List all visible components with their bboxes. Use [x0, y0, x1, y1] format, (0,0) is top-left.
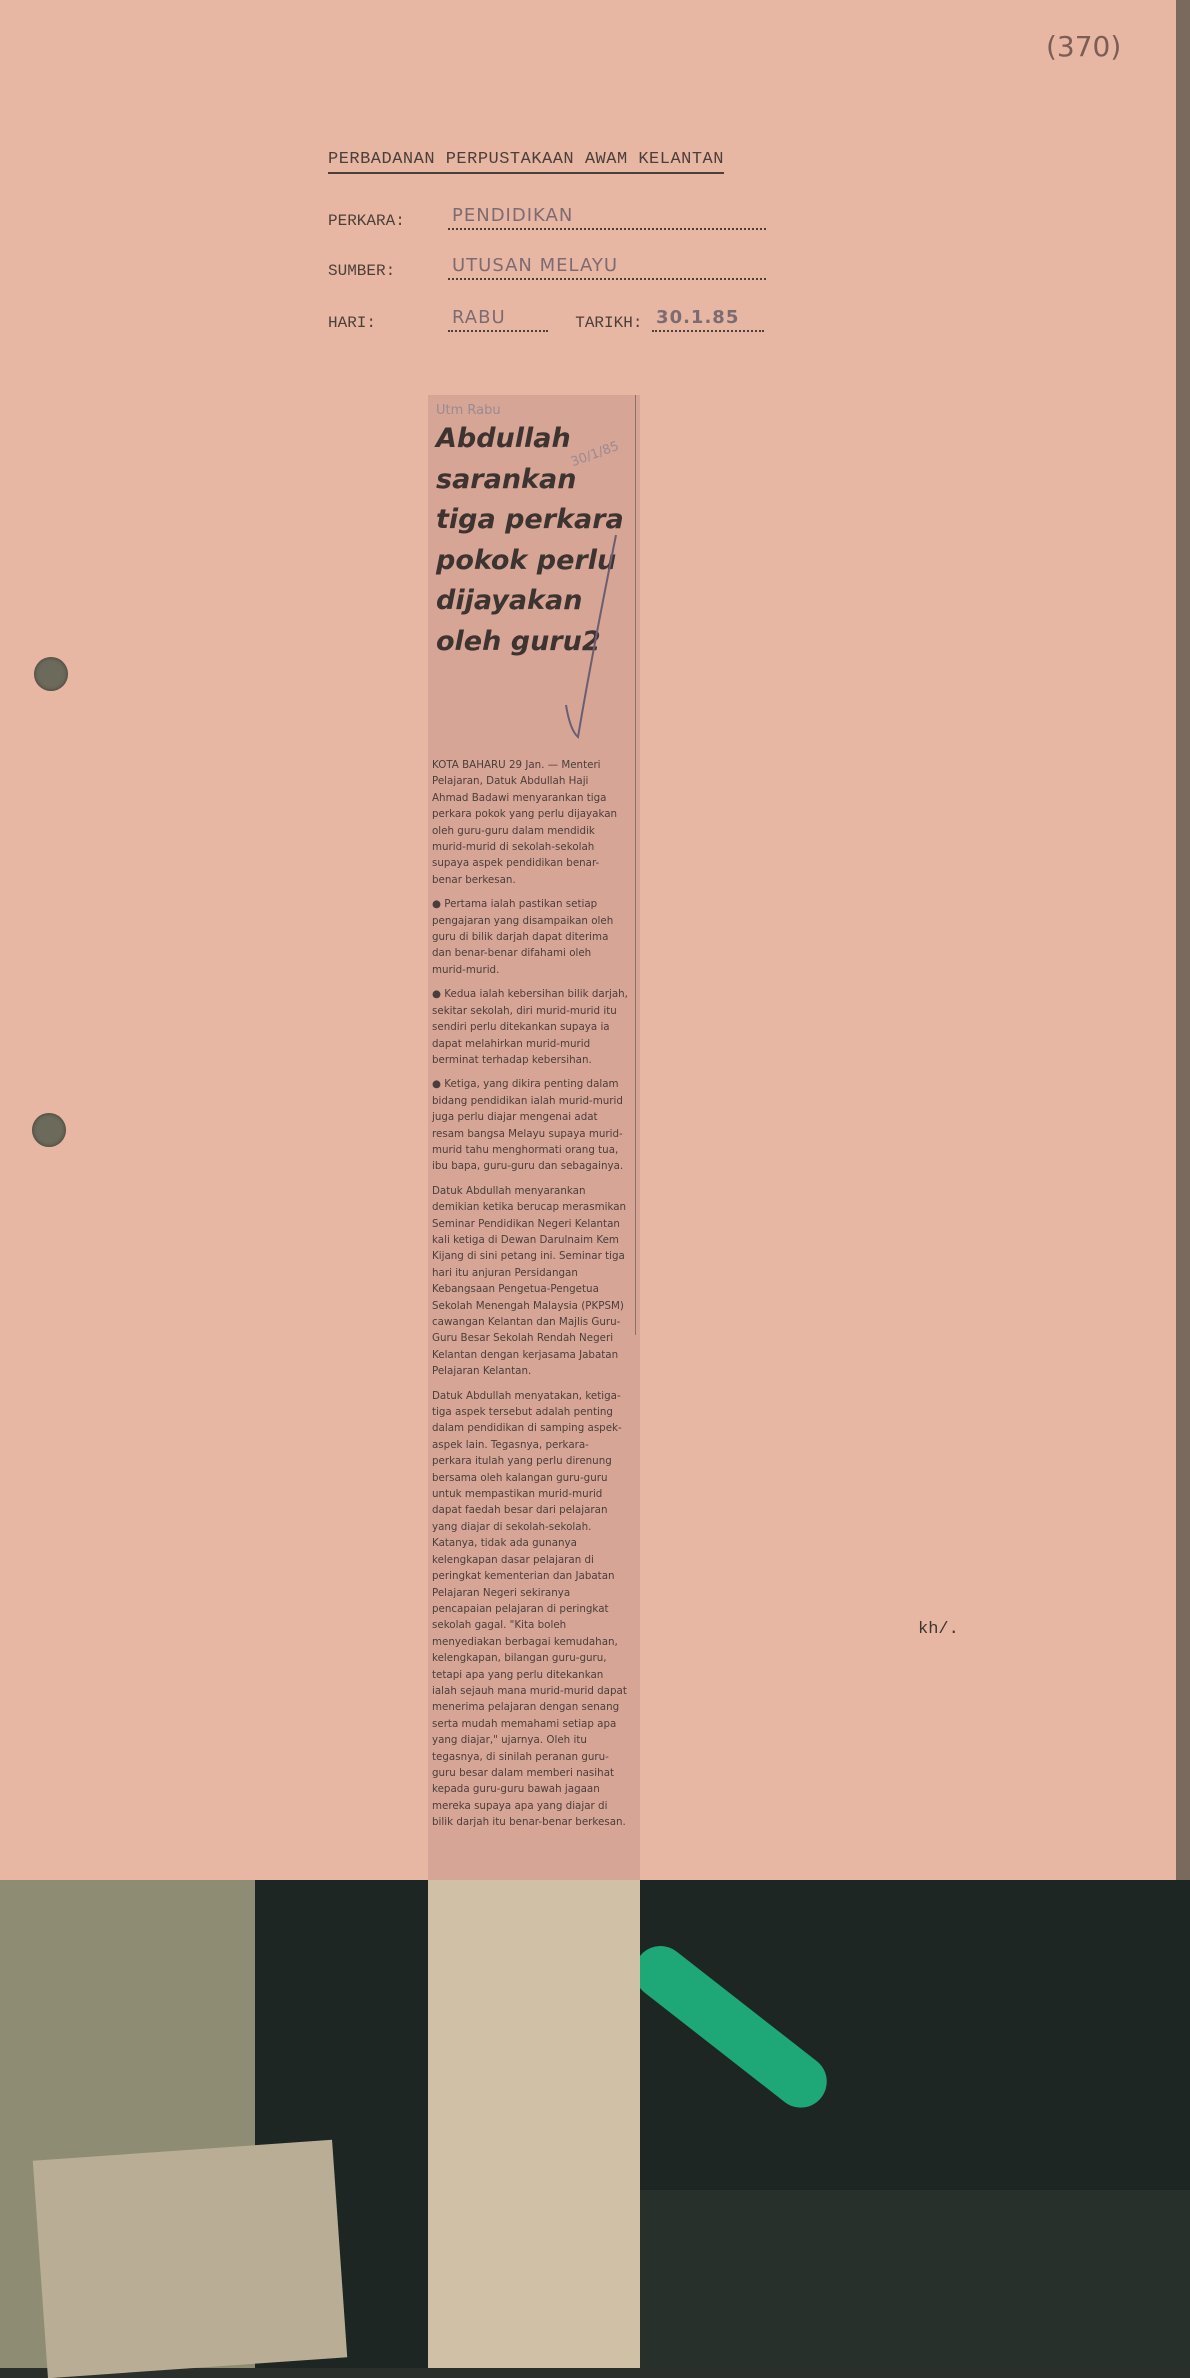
tarikh-value: 30.1.85: [656, 307, 740, 328]
pencil-note: Utm Rabu: [436, 403, 501, 418]
hari-label: HARI:: [328, 314, 377, 332]
headline: Abdullah sarankan tiga perkara pokok perlu dijayakan oleh guru2: [436, 423, 624, 657]
newspaper-clipping: [428, 395, 640, 2368]
article-paragraph: ● Kedua ialah kebersihan bilik darjah, sekitar sekolah, diri murid-murid itu sendiri perlu ditekankan supaya ia dapat melahirkan murid-murid berminat terhadap kebersihan.: [432, 986, 628, 1068]
clipping-lower-part: [428, 1880, 640, 2368]
punch-hole-icon: [34, 657, 68, 691]
article-paragraph: ● Pertama ialah pastikan setiap pengajaran yang disampaikan oleh guru di bilik darjah dapat diterima dan benar-benar difahami oleh murid-murid.: [432, 896, 628, 978]
perkara-label: PERKARA:: [328, 212, 405, 230]
punch-hole-icon: [32, 1113, 66, 1147]
backdrop-paper-scrap: [33, 2140, 347, 2378]
article-paragraph: KOTA BAHARU 29 Jan. — Menteri Pelajaran, Datuk Abdullah Haji Ahmad Badawi menyarankan tiga perkara pokok yang perlu dijayakan oleh guru-guru dalam mendidik murid-murid di sekolah-sekolah supaya aspek pendidikan benar-benar berkesan.: [432, 759, 618, 886]
article-body: [432, 757, 628, 1839]
sumber-label: SUMBER:: [328, 262, 396, 280]
hari-value: RABU: [452, 307, 506, 328]
form-title: PERBADANAN PERPUSTAKAAN AWAM KELANTAN: [328, 150, 724, 174]
page-number: (370): [1046, 30, 1122, 63]
article-paragraph: ● Ketiga, yang dikira penting dalam bidang pendidikan ialah murid-murid juga perlu diajar mengenai adat resam bangsa Melayu supaya murid-murid tahu menghormati orang tua, ibu bapa, guru-guru dan sebagainya.: [432, 1076, 628, 1174]
hari-row: [328, 307, 764, 332]
catalogue-form: [328, 150, 778, 332]
backdrop-dark-2: [640, 2190, 1190, 2368]
pencil-note-date: 30/1/85: [568, 438, 622, 471]
article-paragraph: Datuk Abdullah menyarankan demikian ketika berucap merasmikan Seminar Pendidikan Negeri Kelantan kali ketiga di Dewan Darulnaim Kem Kijang di sini petang ini. Seminar tiga hari itu anjuran Persidangan Kebangsaan Pengetua-Pengetua Sekolah Menengah Malaysia (PKPSM) cawangan Kelantan dan Majlis Guru-Guru Besar Sekolah Rendah Negeri Kelantan dengan kerjasama Jabatan Pelajaran Kelantan.: [432, 1184, 627, 1378]
initials: kh/.: [918, 1620, 959, 1639]
article-paragraph: Datuk Abdullah menyatakan, ketiga-tiga aspek tersebut adalah penting dalam pendidikan di samping aspek-aspek lain. Tegasnya, perkara-perkara itulah yang perlu direnung bersama oleh kalangan guru-guru untuk mempastikan murid-murid dapat faedah besar dari pelajaran yang diajar di sekolah-sekolah. Katanya, tidak ada gunanya kelengkapan dasar pelajaran di peringkat kementerian dan Jabatan Pelajaran Negeri sekiranya pencapaian pelajaran di peringkat sekolah gagal. "Kita boleh menyediakan berbagai kemudahan, kelengkapan, bilangan guru-guru, tetapi apa yang perlu ditekankan ialah sejauh mana murid-murid dapat menerima pelajaran dengan senang serta mudah memahami setiap apa yang diajar," ujarnya. Oleh itu tegasnya, di sinilah peranan guru-guru besar dalam memberi nasihat kepada guru-guru bawah jagaan mereka supaya apa yang diajar di bilik darjah itu benar-benar berkesan.: [432, 1389, 627, 1829]
tarikh-label: TARIKH:: [575, 314, 643, 332]
sheet-edge: [1176, 0, 1190, 1880]
perkara-value: PENDIDIKAN: [452, 205, 574, 226]
sumber-value: UTUSAN MELAYU: [452, 255, 619, 276]
check-mark-icon: [560, 515, 620, 745]
sumber-row: [328, 255, 766, 280]
perkara-row: [328, 205, 766, 230]
